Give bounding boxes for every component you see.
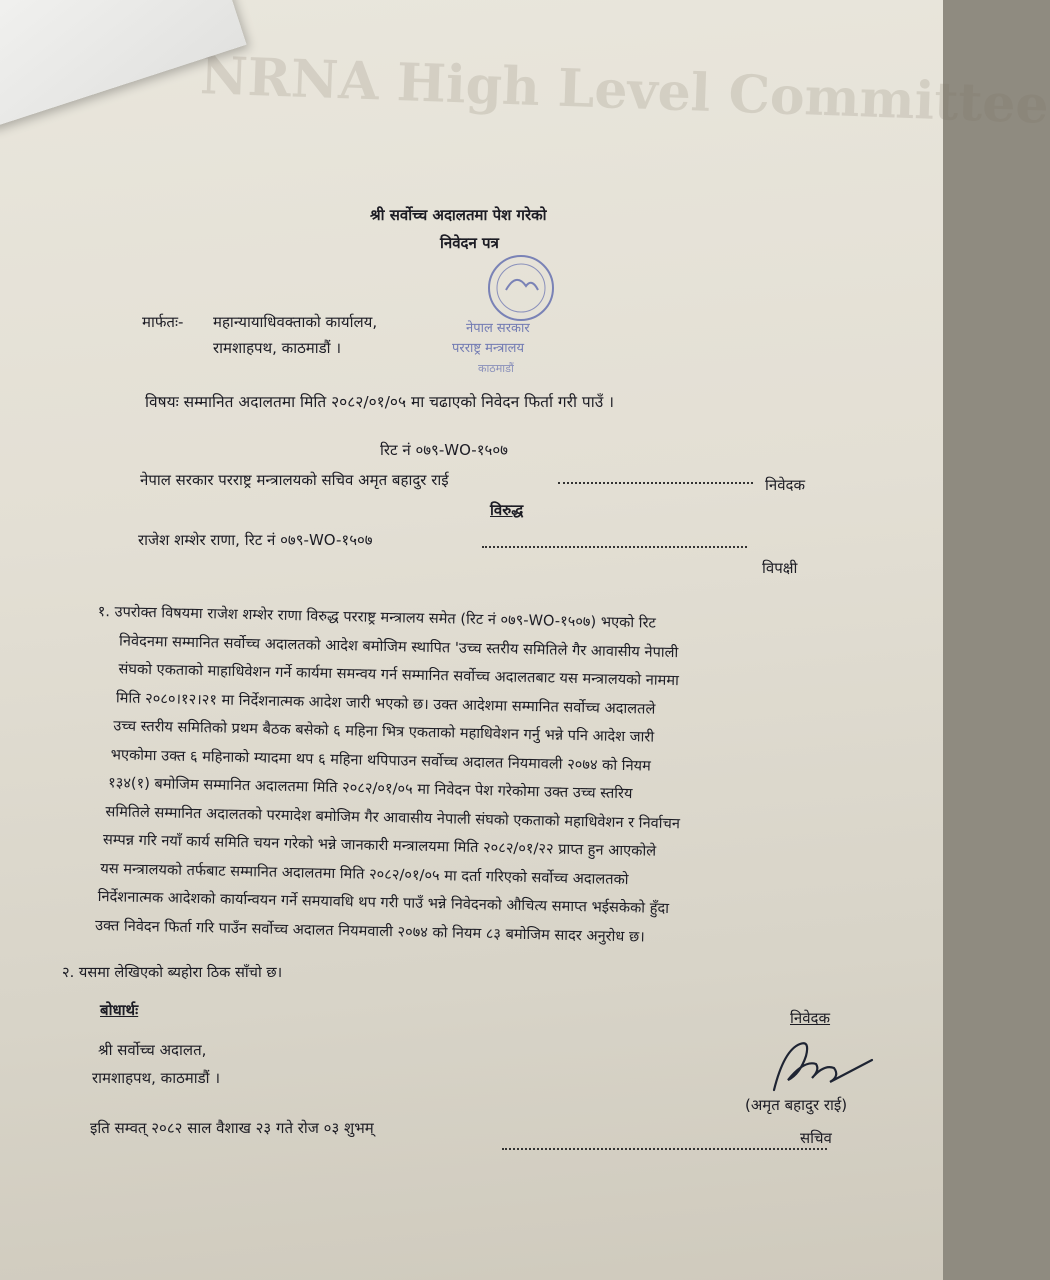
stamp-line2: परराष्ट्र मन्त्रालय — [452, 341, 525, 356]
header-line2: निवेदन पत्र — [440, 234, 499, 252]
body-line: सम्पन्न गरि नयाँ कार्य समिति चयन गरेको भन्ने जानकारी मन्त्रालयमा मिति २०८२/०१/२२ प्राप्त हुन आएकोले — [102, 831, 657, 860]
petitioner-name: नेपाल सरकार परराष्ट्र मन्त्रालयको सचिव अमृत बहादुर राई — [140, 471, 449, 489]
header-line1: श्री सर्वोच्च अदालतमा पेश गरेको — [370, 206, 547, 224]
body-paragraph-2: २. यसमा लेखिएको ब्यहोरा ठिक साँचो छ। — [62, 964, 283, 981]
body-paragraph-1 — [91, 598, 685, 952]
body-line: १३४(१) बमोजिम सम्मानित अदालतमा मिति २०८२/०१/०५ मा निवेदन पेश गरेकोमा उक्त उच्च स्तरिय — [107, 774, 633, 803]
respondent-role: विपक्षी — [762, 559, 798, 577]
cc-label: बोधार्थः — [100, 1001, 139, 1019]
cc-line2: रामशाहपथ, काठमाडौं । — [92, 1069, 221, 1087]
closing-dots — [502, 1148, 827, 1150]
body-line: उक्त निवेदन फिर्ता गरि पाउँन सर्वोच्च अदालत नियमवाली २०७४ को नियम ८३ बमोजिम सादर अनुरोध छ। — [94, 916, 645, 946]
petitioner-dots — [558, 482, 753, 484]
stamp-line3: काठमाडौं — [478, 362, 514, 375]
body-line: भएकोमा उक्त ६ महिनाको म्यादमा थप ६ महिना थपिपाउन सर्वोच्च अदालत नियमावली २०७४ को नियम — [110, 745, 652, 775]
body-line: उच्च स्तरीय समितिको प्रथम बैठक बसेको ६ महिना भित्र एकताको महाधिवेशन गर्नु भन्ने पनि आदेश जारी — [113, 717, 655, 746]
ministry-stamp — [446, 250, 576, 380]
closing-line: इति सम्वत् २०८२ साल वैशाख २३ गते रोज ०३ शुभम् — [90, 1119, 374, 1137]
watermark: NRNA High Level Committee — [199, 45, 1050, 136]
signatory-title: सचिव — [800, 1129, 832, 1147]
subject: विषयः सम्मानित अदालतमा मिति २०८२/०१/०५ मा चढाएको निवेदन फिर्ता गरी पाउँ । — [145, 393, 615, 411]
respondent-dots — [482, 546, 747, 548]
cc-line1: श्री सर्वोच्च अदालत, — [98, 1041, 207, 1059]
handwritten-signature — [760, 1030, 880, 1100]
petitioner-role: निवेदक — [765, 476, 806, 494]
respondent-name: राजेश शम्शेर राणा, रिट नं ०७९-WO-१५०७ — [138, 531, 373, 549]
body-line: मिति २०८०।१२।२१ मा निर्देशनात्मक आदेश जारी भएको छ। उक्त आदेशमा सम्मानित सर्वोच्च अदालतले — [115, 688, 656, 718]
via-line2: रामशाहपथ, काठमाडौं । — [213, 339, 342, 357]
body-line: यस मन्त्रालयको तर्फबाट सम्मानित अदालतमा मिति २०८२/०१/०५ मा दर्ता गरिएको सर्वोच्च अदालतको — [100, 859, 629, 888]
body-line: संघको एकताको माहाधिवेशन गर्ने कार्यमा समन्वय गर्न सम्मानित सर्वोच्च अदालतबाट यस मन्त्रालयको नाममा — [118, 660, 680, 690]
body-line: निर्देशनात्मक आदेशको कार्यान्वयन गर्ने समयावधि थप गरी पाउँ भन्ने निवेदनको औचित्य समाप्त भईसकेको हुँदा — [97, 888, 670, 918]
body-line: १. उपरोक्त विषयमा राजेश शम्शेर राणा विरुद्ध परराष्ट्र मन्त्रालय समेत (रिट नं ०७९-WO-१५०७) भएको रिट — [97, 602, 657, 632]
body-line: समितिले सम्मानित अदालतको परमादेश बमोजिम गैर आवासीय नेपाली संघको एकताको महाधिवेशन र निर्वाचन — [105, 802, 681, 832]
via-line1: महान्यायाधिवक्ताको कार्यालय, — [213, 313, 378, 331]
body-line: निवेदनमा सम्मानित सर्वोच्च अदालतको आदेश बमोजिम स्थापित 'उच्च स्तरीय समितिले गैर आवासीय नेपाली — [118, 631, 679, 661]
signatory-name: (अमृत बहादुर राई) — [745, 1096, 848, 1114]
stamp-line1: नेपाल सरकार — [466, 321, 530, 336]
writ-number: रिट नं ०७९-WO-१५०७ — [380, 441, 508, 459]
versus-heading: विरुद्ध — [490, 501, 524, 519]
signatory-label: निवेदक — [790, 1009, 831, 1027]
via-label: मार्फतः- — [142, 313, 184, 331]
